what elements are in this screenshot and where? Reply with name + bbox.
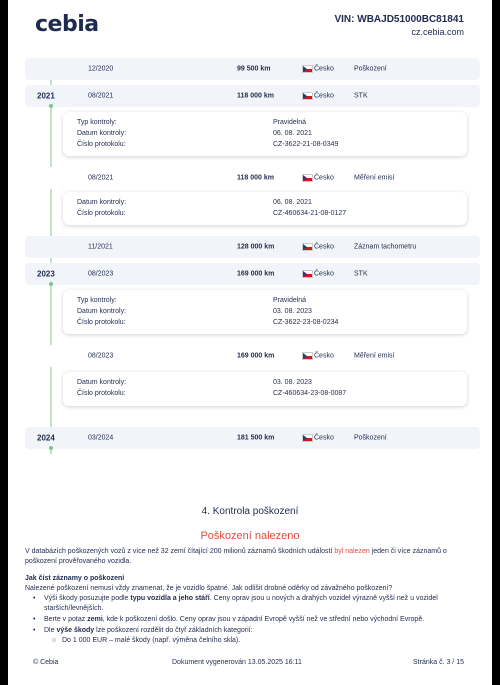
detail-card [63,112,467,156]
detail-key: Datum kontroly: [77,130,127,137]
detail-value: Pravidelná [273,119,307,126]
row-km: 169 000 km [237,352,275,360]
row-event: STK [354,270,368,278]
row-event: Poškození [354,434,387,442]
czech-flag-icon [302,243,313,251]
detail-key: Číslo protokolu: [77,210,126,217]
row-event: Měření emisí [354,352,395,360]
bullet-text: . Ceny oprav jsou u nových a drahých vozidel výrazně vyšší než u vozidel [209,595,438,602]
czech-flag-icon [302,270,313,278]
intro-text: jeden či více záznamů o [369,548,447,555]
row-country: Česko [314,174,334,182]
row-event: Poškození [354,65,387,73]
bullet-text: Výši škody posuzujte podle [44,595,131,602]
detail-key: Datum kontroly: [77,199,127,206]
footer-left: © Cebia [33,659,59,666]
timeline-row [25,58,480,80]
czech-flag-icon [302,65,313,73]
row-km: 118 000 km [237,92,274,100]
footer-center: Dokument vygenerován 13.05.2025 16:11 [172,659,302,666]
row-country: Česko [314,243,334,251]
row-date: 11/2021 [88,243,113,251]
detail-value: CZ-3622-23-08-0234 [273,319,339,326]
row-country: Česko [314,270,334,278]
row-date: 12/2020 [88,65,114,73]
bullet-item-2 [44,615,474,625]
bullet-dot: • [33,616,36,623]
detail-key: Typ kontroly: [77,119,117,126]
timeline-row [25,236,480,258]
detail-key: Číslo protokolu: [77,319,126,326]
bullet-text: Berte v potaz [44,616,88,623]
bullet-bold: zemi [87,616,103,623]
howto-title: Jak číst záznamy o poškození [25,575,125,582]
bullet-text: Dle [44,627,57,634]
row-date: 08/2021 [88,92,114,100]
timeline-dot [49,104,53,108]
detail-value: 06. 08. 2021 [273,199,312,206]
row-country: Česko [314,352,334,360]
detail-key: Typ kontroly: [77,297,117,304]
sub-bullet-dot: ○ [52,637,57,644]
intro-paragraph-line2: poškození prověřovaného vozidla. [25,558,132,565]
bullet-dot: • [33,595,36,602]
detail-value: 03. 08. 2023 [273,379,312,386]
bullet-bold: typu vozidla a jeho stáří [130,595,210,602]
bullet-item-3 [44,626,474,636]
row-event: STK [354,92,368,100]
row-event: Záznam tachometru [354,243,417,251]
detail-key: Datum kontroly: [77,379,127,386]
timeline-row [25,263,480,285]
intro-text: V databázích poškozených vozů z více než 32 zemí čítající 200 milionů záznamů škodních událostí [25,548,335,555]
row-km: 118 000 km [237,174,274,182]
timeline-row [25,85,480,107]
detail-value: 06. 08. 2021 [273,130,312,137]
detail-key: Číslo protokolu: [77,141,126,148]
row-km: 99 500 km [237,65,271,73]
detail-key: Číslo protokolu: [77,390,126,397]
detail-value: CZ-460634-23-08-0087 [273,390,347,397]
timeline-dot [49,282,53,286]
row-km: 181 500 km [237,434,275,442]
row-year: 2021 [37,91,55,101]
cebia-logo: cebia [35,12,99,37]
row-year: 2023 [37,269,55,279]
report-page [8,0,492,685]
detail-card [63,372,467,406]
bullet-item-1-line2: starších/levnějších. [44,605,104,612]
row-date: 08/2023 [88,352,114,360]
timeline-dot [49,446,53,450]
detail-value: 03. 08. 2023 [273,308,312,315]
row-event: Měření emisí [354,174,395,182]
site-link[interactable]: cz.cebia.com [411,27,464,37]
row-date: 08/2023 [88,270,114,278]
row-km: 169 000 km [237,270,275,278]
bullet-text: lze poškození rozdělit do čtyř základních kategorií: [94,627,253,634]
detail-key: Datum kontroly: [77,308,127,315]
timeline-line [50,62,52,454]
row-date: 08/2021 [88,174,114,182]
row-km: 128 000 km [237,243,275,251]
czech-flag-icon [302,352,313,360]
timeline-row [25,345,480,367]
row-country: Česko [314,92,334,100]
row-date: 03/2024 [88,434,114,442]
bullet-dot: • [33,627,36,634]
row-year: 2024 [37,433,55,443]
czech-flag-icon [302,434,313,442]
sub-bullet-item-1: Do 1 000 EUR – malé škody (např. výměna čelního skla). [62,637,241,644]
czech-flag-icon [302,92,313,100]
row-country: Česko [314,434,334,442]
footer-page-number: Stránka č. 3 / 15 [413,659,464,666]
timeline-row [25,167,480,189]
detail-card [63,192,467,225]
damage-status: Poškození nalezeno [200,530,300,542]
intro-highlight: byl nalezen [334,548,370,555]
bullet-text: , kde k poškození došlo. Ceny oprav jsou v západní Evropě vyšší než ve střední nebo východní Evropě. [102,616,425,623]
detail-value: CZ-3622-21-08-0349 [273,141,339,148]
detail-value: Pravidelná [273,297,307,304]
intro-paragraph [25,547,475,557]
row-country: Česko [314,65,334,73]
bullet-bold: výše škody [56,627,95,634]
howto-text: Nalezené poškození nemusí vždy znamenat, že je vozidlo špatné. Jak odlišit drobné oděrky od závažného poškození? [25,585,393,592]
vin-label: VIN: WBAJD51000BC81841 [334,14,464,25]
section-title: 4. Kontrola poškození [201,506,299,517]
detail-value: CZ-460634-21-08-0127 [273,210,347,217]
czech-flag-icon [302,174,313,182]
detail-card [63,290,467,334]
bullet-item-1 [44,594,474,604]
timeline-row [25,427,480,449]
